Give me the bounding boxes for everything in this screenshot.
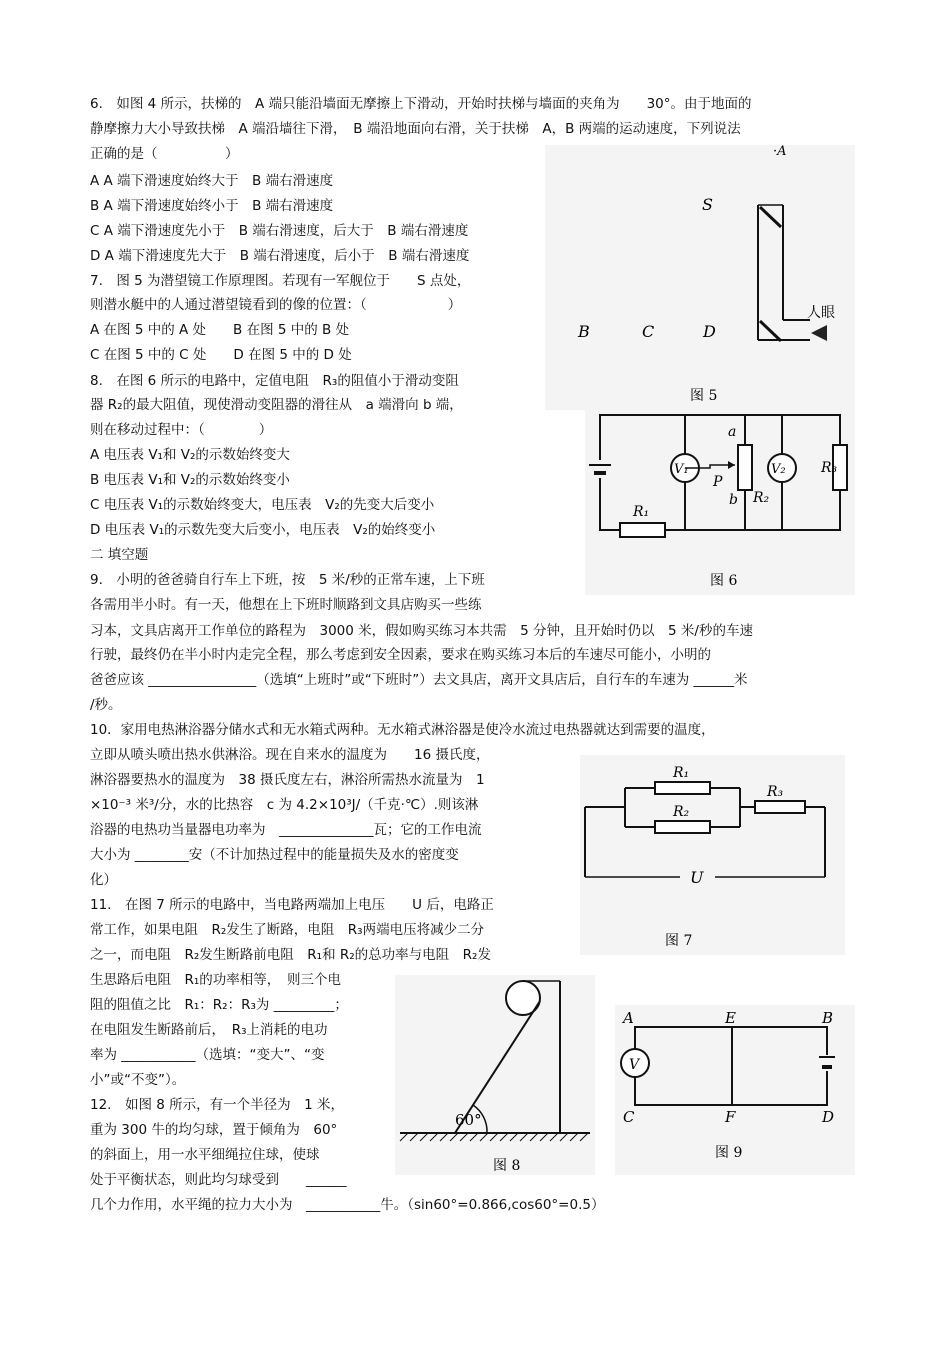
- fig7-caption: 图 7: [665, 933, 693, 949]
- q11-line8: 小”或“不变”）。: [90, 1072, 186, 1088]
- q9-line2: 各需用半小时。有一天，他想在上下班时顺路到文具店购买一些练: [90, 597, 482, 613]
- q12-line5: 几个力作用，水平绳的拉力大小为 ___________牛。（sin60°=0.866,cos60°=0.5）: [90, 1197, 605, 1213]
- fig9-label-f: F: [725, 1108, 736, 1126]
- q9-line4: 行驶，最终仍在半小时内走完全程，那么考虑到安全因素，要求在购买练习本后的车速尽可能小，小明的: [90, 647, 711, 663]
- q6-option-a: A A 端下滑速度始终大于 B 端右滑速度: [90, 173, 334, 189]
- q6-option-b: B A 端下滑速度始终小于 B 端右滑速度: [90, 198, 334, 214]
- fig5-label-a: ·A: [773, 145, 787, 159]
- fig9-label-v: V: [629, 1057, 640, 1073]
- q12-line3: 的斜面上，用一水平细绳拉住球，使球: [90, 1147, 320, 1163]
- fig7-label-r1: R₁: [673, 765, 690, 781]
- q11-line3: 之一，而电阻 R₂发生断路前电阻 R₁和 R₂的总功率与电阻 R₂发: [90, 947, 491, 963]
- fig7-label-r3: R₃: [767, 784, 784, 800]
- fig6-label-r3: R₃: [821, 460, 838, 476]
- q10-line6: 大小为 ________安（不计加热过程中的能量损失及水的密度变: [90, 847, 459, 863]
- q11-line5: 阻的阻值之比 R₁：R₂：R₃为 _________；: [90, 997, 348, 1013]
- q7-line2: 则潜水艇中的人通过潜望镜看到的像的位置：（ ）: [90, 297, 462, 313]
- q8-option-d: D 电压表 V₁的示数先变大后变小，电压表 V₂的始终变小: [90, 522, 436, 538]
- q8-line3: 则在移动过程中：（ ）: [90, 422, 273, 438]
- q7-options-ab: A 在图 5 中的 A 处 B 在图 5 中的 B 处: [90, 322, 350, 338]
- fig6-label-b: b: [729, 492, 738, 508]
- q8-option-b: B 电压表 V₁和 V₂的示数始终变小: [90, 472, 290, 488]
- q11-line6: 在电阻发生断路前后， R₃上消耗的电功: [90, 1022, 328, 1038]
- fig5-label-c: C: [642, 322, 655, 341]
- q10-line7: 化）: [90, 872, 117, 888]
- fig9-label-e: E: [725, 1009, 736, 1027]
- section-fill-in: 二 填空题: [90, 547, 149, 563]
- q7-options-cd: C 在图 5 中的 C 处 D 在图 5 中的 D 处: [90, 347, 352, 363]
- fig5-label-eye: 人眼: [807, 305, 835, 321]
- fig6-label-p: P: [713, 474, 723, 490]
- q10-line2: 立即从喷头喷出热水供淋浴。现在自来水的温度为 16 摄氏度，: [90, 747, 490, 763]
- q10-line3: 淋浴器要热水的温度为 38 摄氏度左右，淋浴所需热水流量为 1: [90, 772, 485, 788]
- fig9-label-a: A: [623, 1009, 634, 1027]
- fig5-label-d: D: [703, 322, 716, 341]
- fig9-caption: 图 9: [715, 1145, 743, 1161]
- q11-line7: 率为 ___________（选填：“变大”、“变: [90, 1047, 325, 1063]
- figure-8-ball-incline: [395, 975, 595, 1175]
- q9-line6: /秒。: [90, 697, 122, 713]
- fig6-label-a: a: [728, 424, 737, 440]
- q9-line5: 爸爸应该 ________________（选填“上班时”或“下班时”）去文具店，离开文具店后，自行车的车速为 ______米: [90, 672, 748, 688]
- fig5-caption: 图 5: [690, 388, 718, 404]
- fig7-label-u: U: [690, 868, 704, 887]
- q8-option-c: C 电压表 V₁的示数始终变大，电压表 V₂的先变大后变小: [90, 497, 435, 513]
- fig9-label-d: D: [822, 1108, 835, 1126]
- q11-line2: 常工作，如果电阻 R₂发生了断路，电阻 R₃两端电压将减少二分: [90, 922, 485, 938]
- q6-line3: 正确的是（ ）: [90, 146, 239, 162]
- q11-line1: 11. 在图 7 所示的电路中，当电路两端加上电压 U 后，电路正: [90, 897, 494, 913]
- figure-9-circuit: [615, 1005, 855, 1175]
- q9-line3: 习本，文具店离开工作单位的路程为 3000 米，假如购买练习本共需 5 分钟，且开始时仍以 5 米/秒的车速: [90, 623, 753, 639]
- q10-line4: ×10⁻³ 米³/分，水的比热容 c 为 4.2×10³J/（千克·℃）.则该淋: [90, 797, 479, 813]
- q11-line4: 生思路后电阻 R₁的功率相等， 则三个电: [90, 972, 342, 988]
- fig6-label-v2: V₂: [771, 462, 786, 477]
- fig7-label-r2: R₂: [673, 804, 690, 820]
- q10-line1: 10．家用电热淋浴器分储水式和无水箱式两种。无水箱式淋浴器是使冷水流过电热器就达到需要的温度，: [90, 722, 715, 738]
- fig6-caption: 图 6: [710, 573, 738, 589]
- q12-line4: 处于平衡状态，则此均匀球受到 ______: [90, 1172, 347, 1188]
- q6-line2: 静摩擦力大小导致扶梯 A 端沿墙往下滑， B 端沿地面向右滑，关于扶梯 A，B 两端的运动速度，下列说法: [90, 121, 741, 137]
- fig8-caption: 图 8: [493, 1158, 521, 1174]
- q12-line2: 重为 300 牛的均匀球，置于倾角为 60°: [90, 1122, 338, 1138]
- q6-option-c: C A 端下滑速度先小于 B 端右滑速度，后大于 B 端右滑速度: [90, 223, 469, 239]
- fig6-label-v1: V₁: [674, 462, 689, 477]
- q8-line1: 8. 在图 6 所示的电路中，定值电阻 R₃的阻值小于滑动变阻: [90, 373, 459, 389]
- q7-line1: 7. 图 5 为潜望镜工作原理图。若现有一军舰位于 S 点处，: [90, 273, 471, 289]
- q10-line5: 浴器的电热功当量器电功率为 ______________瓦；它的工作电流: [90, 822, 482, 838]
- figure-7-circuit: [580, 755, 845, 955]
- fig6-label-r1: R₁: [633, 504, 650, 520]
- q8-line2: 器 R₂的最大阻值，现使滑动变阻器的滑往从 a 端滑向 b 端，: [90, 397, 463, 413]
- q9-line1: 9. 小明的爸爸骑自行车上下班，按 5 米/秒的正常车速，上下班: [90, 572, 485, 588]
- q6-line1: 6. 如图 4 所示，扶梯的 A 端只能沿墙面无摩擦上下滑动，开始时扶梯与墙面的夹角为 30°。由于地面的: [90, 96, 752, 112]
- q8-option-a: A 电压表 V₁和 V₂的示数始终变大: [90, 447, 290, 463]
- fig6-label-r2: R₂: [753, 490, 770, 506]
- fig5-label-b: B: [578, 322, 590, 341]
- figure-6-circuit: [585, 410, 855, 595]
- fig8-label-angle: 60°: [455, 1111, 482, 1129]
- fig5-label-s: S: [702, 195, 713, 214]
- fig9-label-c: C: [623, 1108, 635, 1126]
- figure-5-periscope: [545, 145, 855, 410]
- fig9-label-b: B: [822, 1009, 834, 1027]
- q12-line1: 12. 如图 8 所示，有一个半径为 1 米，: [90, 1097, 345, 1113]
- q6-option-d: D A 端下滑速度先大于 B 端右滑速度，后小于 B 端右滑速度: [90, 248, 470, 264]
